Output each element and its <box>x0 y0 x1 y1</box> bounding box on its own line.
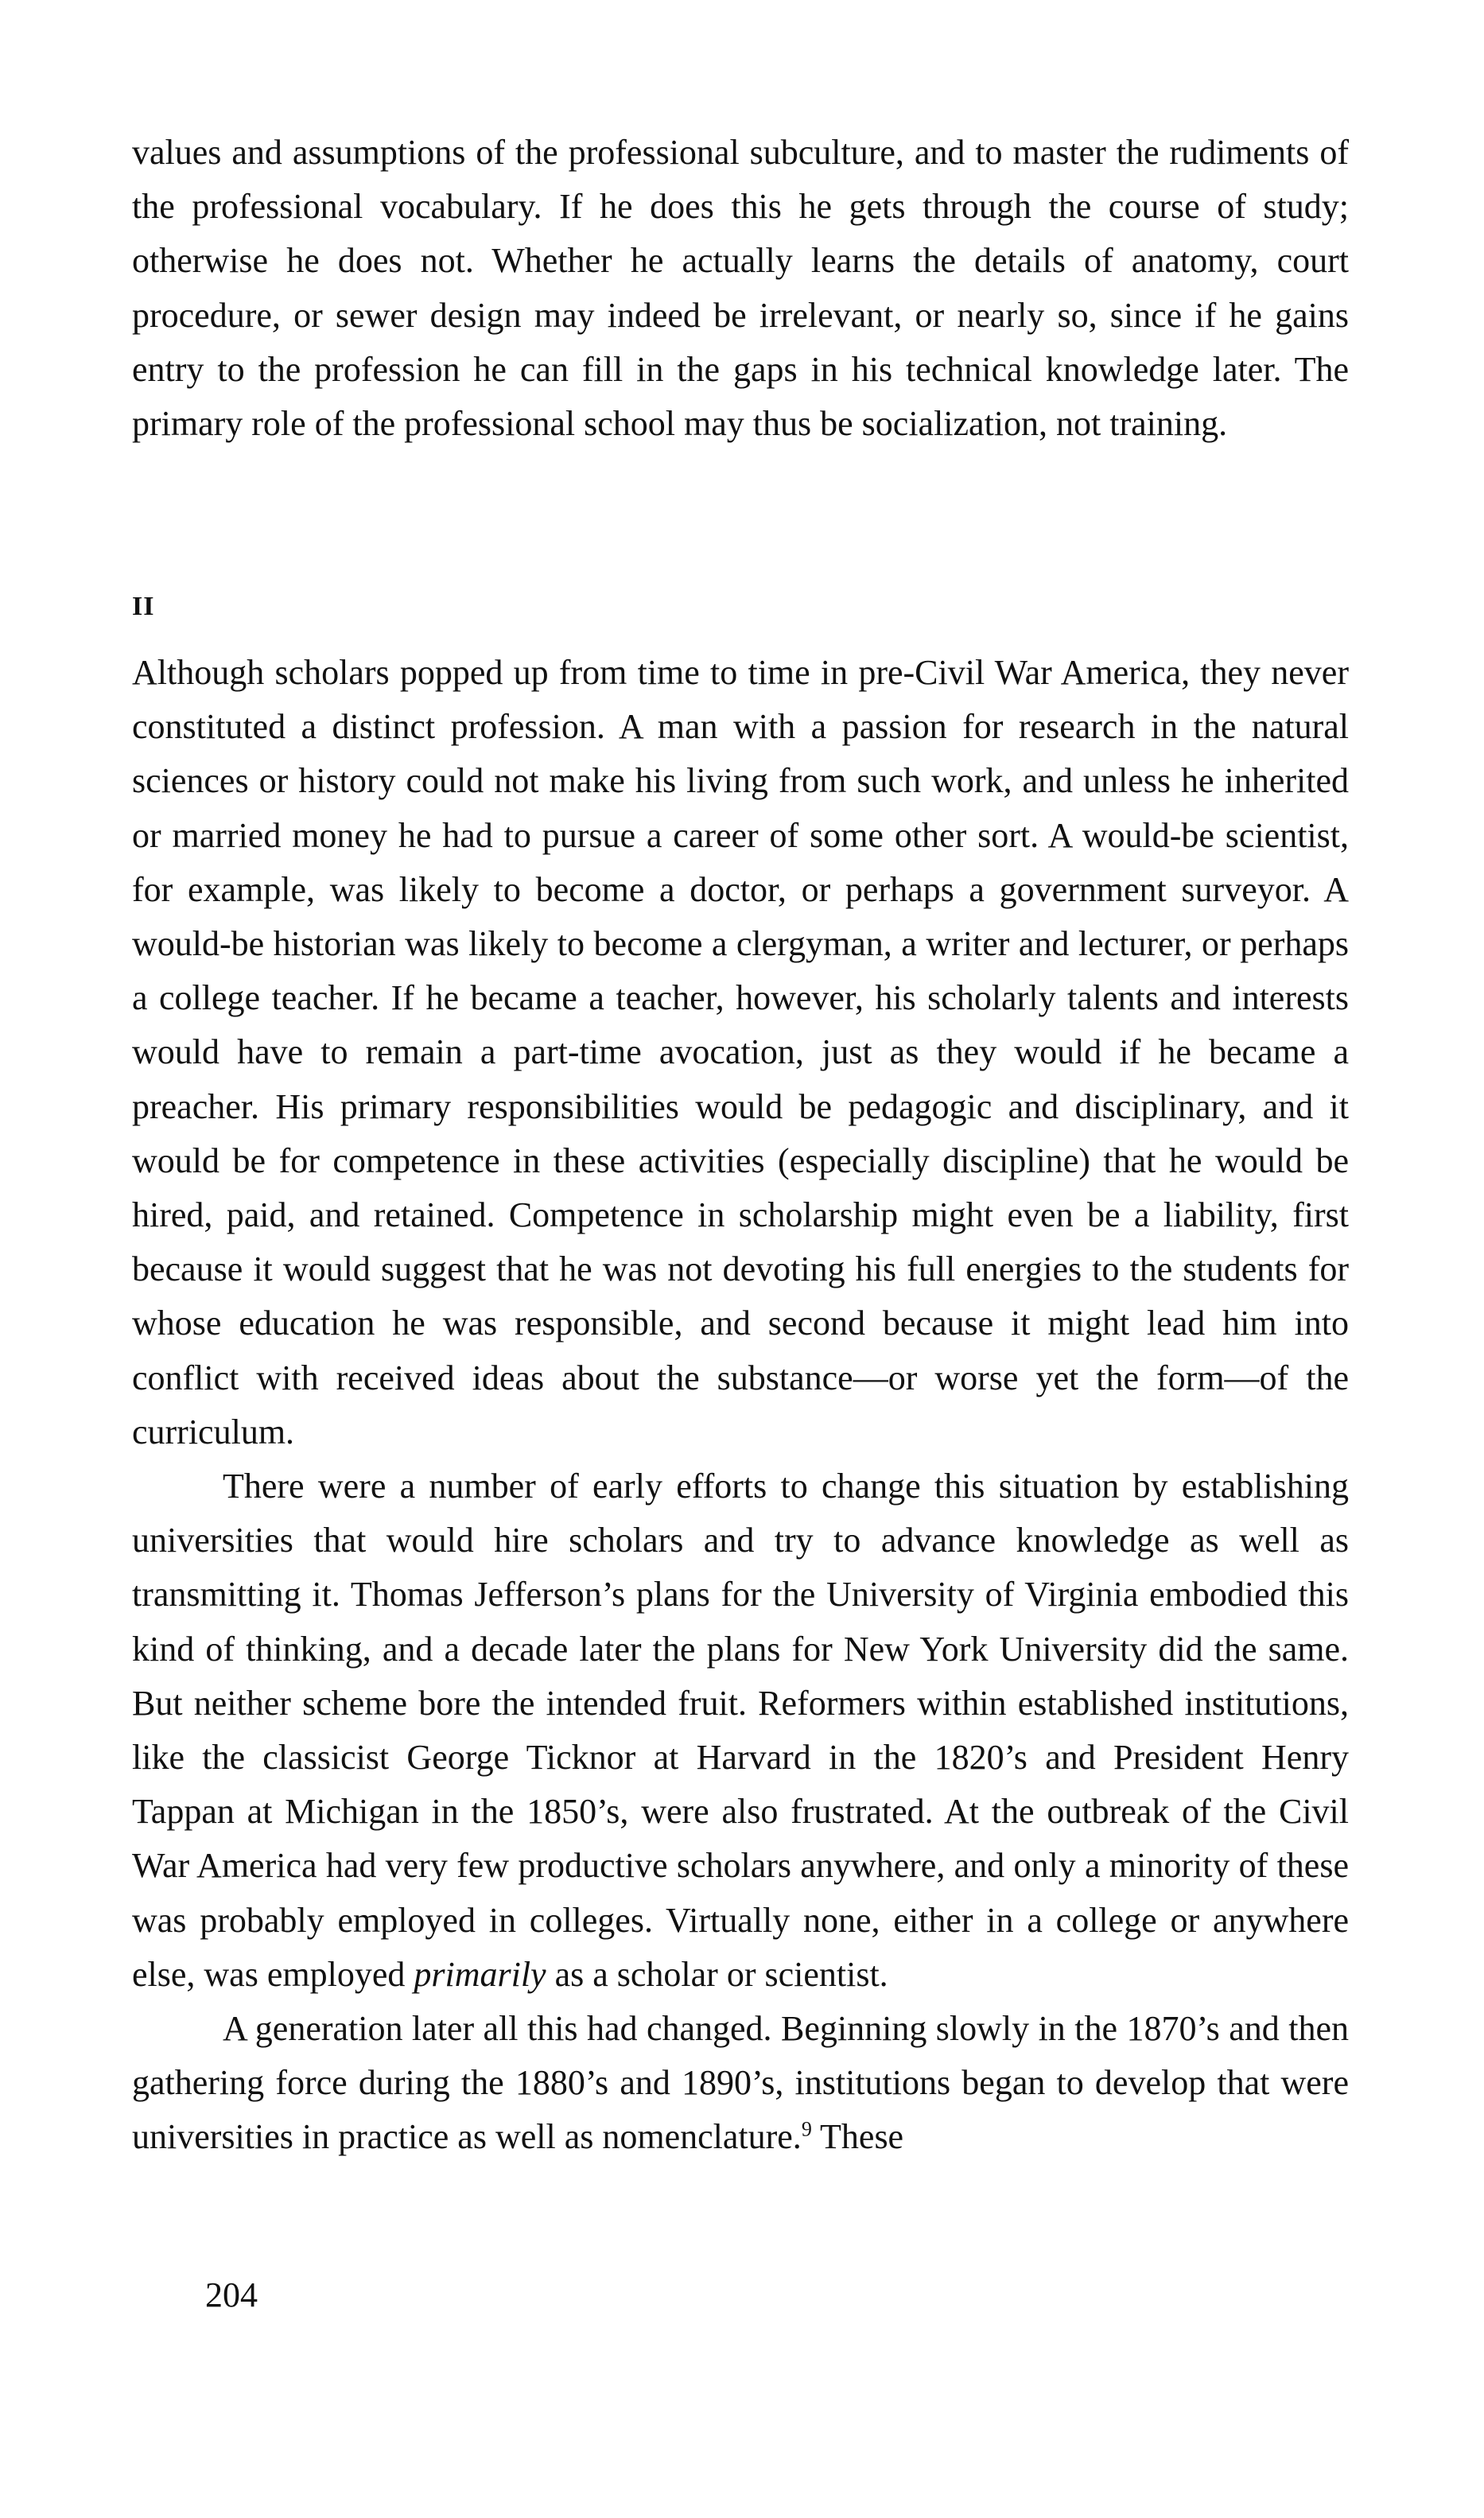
paragraph-generation-later-end: These <box>820 2117 904 2157</box>
page-number: 204 <box>205 2275 258 2314</box>
footnote-marker[interactable]: 9 <box>801 2117 812 2141</box>
paragraph-early-efforts-text: There were a number of early efforts to change this situation by establishing universities that would hire scholars and try to advance knowledge as well as transmitting it. Thomas Jefferson’s plans for the University of Virginia embodied this kind of thinking, and a decade later the plans for New York University did the same. But neither scheme bore the intended fruit. Reformers within established institutions, like the classicist George Ticknor at Harvard in the 1820’s and President Henry Tappan at Michigan in the 1850’s, were also frustrated. At the outbreak of the Civil War America had very few productive scholars anywhere, and only a minority of these was probably employed in colleges. Virtually none, either in a college or anywhere else, was employed <box>132 1467 1349 1994</box>
paragraph-early-efforts-end: as a scholar or scientist. <box>554 1954 888 1994</box>
paragraph-generation-later <box>132 2002 1349 2165</box>
paragraph-generation-later-text: A generation later all this had changed. Beginning slowly in the 1870’s and then gathering force during the 1880’s and 1890’s, institutions began to develop that were universities in practice as well as nomenclature. <box>132 2009 1349 2157</box>
section-body <box>132 646 1349 2165</box>
paragraph-early-efforts <box>132 1459 1349 2002</box>
paragraph-section-start: Although scholars popped up from time to time in pre-Civil War America, they never constituted a distinct profession. A man with a passion for research in the natural sciences or history could not make his living from such work, and unless he inherited or married money he had to pursue a career of some other sort. A would-be scientist, for example, was likely to become a doctor, or perhaps a government surveyor. A would-be historian was likely to become a clergyman, a writer and lecturer, or perhaps a college teacher. If he became a teacher, however, his scholarly talents and interests would have to remain a part-time avocation, just as they would if he became a preacher. His primary responsibilities would be pedagogic and disciplinary, and it would be for competence in these activities (especially discipline) that he would be hired, paid, and retained. Competence in scholarship might even be a liability, first because it would suggest that he was not devoting his full energies to the students for whose education he was responsible, and second because it might lead him into conflict with received ideas about the substance—or worse yet the form—of the curriculum. <box>132 653 1349 1451</box>
section-heading: II <box>132 592 155 621</box>
page-body <box>132 126 1349 451</box>
paragraph-continued: values and assumptions of the professional subculture, and to master the rudiments of the professional vocabulary. If he does this he gets through the course of study; otherwise he does not. Whether he actually learns the details of anatomy, court procedure, or sewer design may indeed be irrelevant, or nearly so, since if he gains entry to the profession he can fill in the gaps in his technical knowledge later. The primary role of the professional school may thus be socialization, not training. <box>132 133 1349 444</box>
italic-term: primarily <box>414 1954 546 1994</box>
